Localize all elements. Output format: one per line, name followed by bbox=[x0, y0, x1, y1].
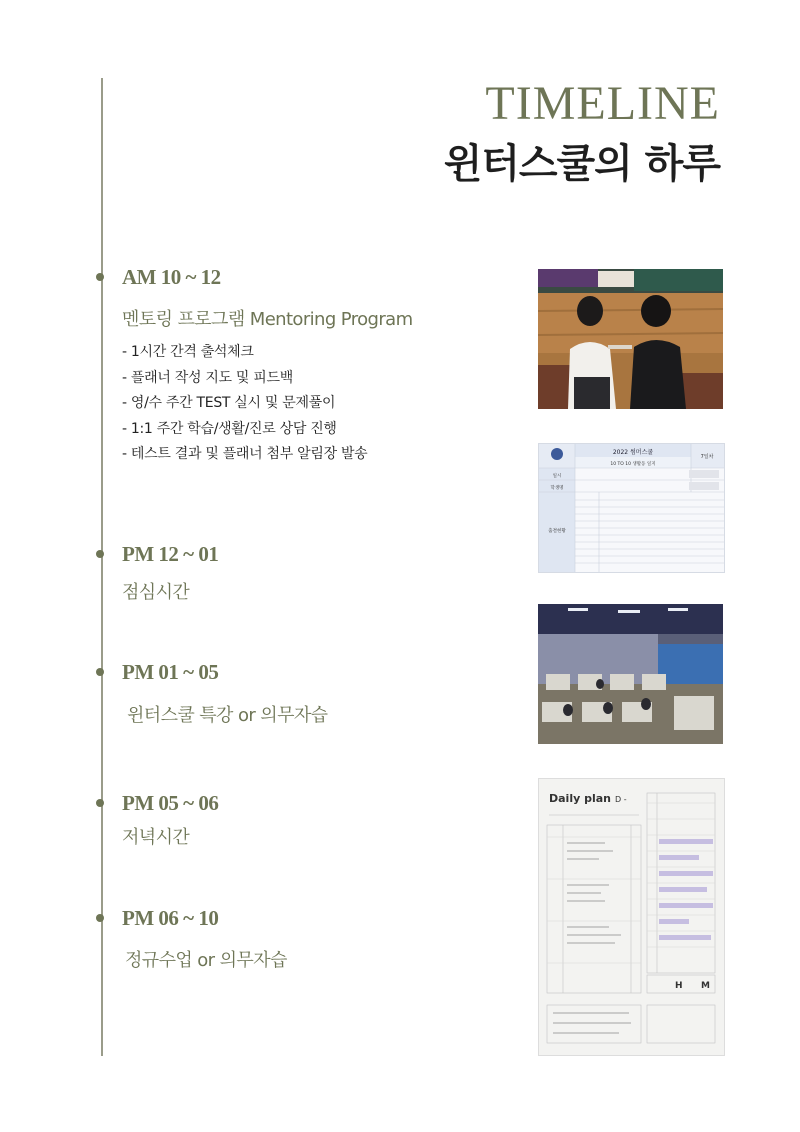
list-item: - 1:1 주간 학습/생활/진로 상담 진행 bbox=[122, 420, 337, 437]
timeline-dot bbox=[96, 914, 104, 922]
page-title-en: TIMELINE bbox=[485, 77, 720, 130]
timeline-time: AM 10 ~ 12 bbox=[122, 265, 221, 289]
timeline-line bbox=[101, 78, 103, 1056]
timeline-dot bbox=[96, 799, 104, 807]
planner-total-minutes: M bbox=[701, 981, 710, 991]
list-item: - 영/수 주간 TEST 실시 및 문제풀이 bbox=[122, 395, 336, 411]
timeline-subtitle: 저녁시간 bbox=[122, 827, 190, 848]
timeline-subtitle: 정규수업 or 의무자습 bbox=[125, 950, 287, 971]
report-title: 2022 썸머스쿨 bbox=[612, 449, 654, 456]
timeline-time: PM 06 ~ 10 bbox=[122, 906, 219, 930]
timeline-subtitle: 멘토링 프로그램 Mentoring Program bbox=[122, 309, 413, 330]
report-week: 7일차 bbox=[700, 454, 714, 460]
list-item: - 테스트 결과 및 플래너 첨부 알림장 발송 bbox=[122, 446, 368, 462]
planner-total-hours: H bbox=[675, 981, 683, 991]
study-hall-photo bbox=[538, 604, 723, 744]
report-row-label: 출결현황 bbox=[548, 529, 566, 534]
list-item: - 1시간 간격 출석체크 bbox=[122, 344, 254, 360]
bullet-list bbox=[122, 340, 367, 468]
report-row-label: 학생명 bbox=[550, 486, 564, 491]
planner-title: Daily plan bbox=[549, 792, 611, 805]
mentoring-photo bbox=[538, 269, 723, 409]
timeline-dot bbox=[96, 668, 104, 676]
report-document-image bbox=[538, 443, 725, 573]
daily-planner-image bbox=[538, 778, 725, 1056]
timeline-time: PM 01 ~ 05 bbox=[122, 660, 219, 684]
page-title-ko: 윈터스쿨의 하루 bbox=[443, 141, 720, 187]
timeline-dot bbox=[96, 273, 104, 281]
timeline-subtitle: 점심시간 bbox=[122, 582, 190, 603]
report-row-label: 일시 bbox=[552, 474, 562, 479]
report-subtitle: 10 TO 10 생활동 일지 bbox=[610, 462, 656, 467]
timeline-dot bbox=[96, 550, 104, 558]
timeline-time: PM 12 ~ 01 bbox=[122, 542, 219, 566]
timeline-subtitle: 윈터스쿨 특강 or 의무자습 bbox=[127, 705, 328, 726]
timeline-time: PM 05 ~ 06 bbox=[122, 791, 219, 815]
planner-dday: D - bbox=[615, 795, 627, 804]
list-item: - 플래너 작성 지도 및 피드백 bbox=[122, 369, 293, 386]
